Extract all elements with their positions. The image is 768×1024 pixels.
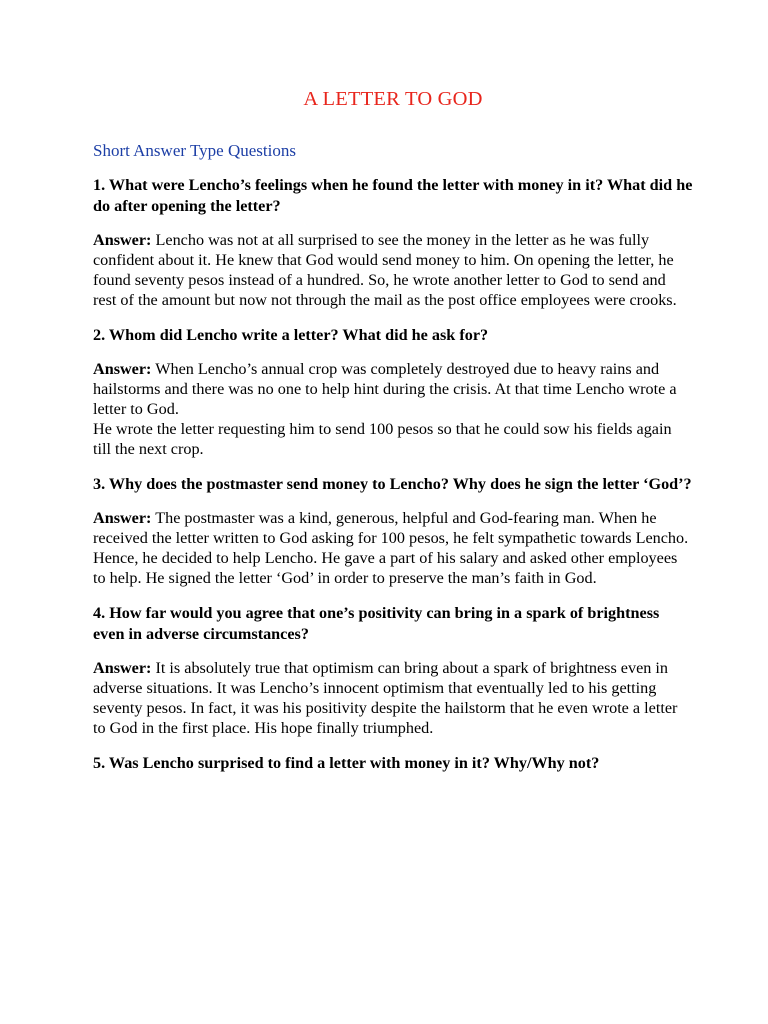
question-4: 4. How far would you agree that one’s positivity can bring in a spark of brightness even in adverse circumstances? (93, 604, 660, 643)
answer-label: Answer: (93, 231, 152, 249)
qa-item-2 (93, 325, 693, 459)
question-2: 2. Whom did Lencho write a letter? What did he ask for? (93, 326, 489, 344)
answer-2-paragraph-1 (93, 359, 693, 419)
answer-4 (93, 658, 693, 738)
qa-item-5 (93, 753, 693, 774)
section-heading: Short Answer Type Questions (93, 141, 296, 160)
answer-label: Answer: (93, 659, 152, 677)
answer-1 (93, 230, 693, 310)
answer-3-text: The postmaster was a kind, generous, helpful and God-fearing man. When he received the letter written to God asking for 100 pesos, he felt sympathetic towards Lencho. Hence, he decided to help Lencho. He gave a part of his salary and asked other employees to help. He signed the letter ‘God’ in order to preserve the man’s faith in God. (93, 509, 689, 587)
answer-1-paragraph-1 (93, 230, 693, 310)
qa-item-1 (93, 175, 693, 310)
document-title: A LETTER TO GOD (303, 88, 483, 110)
answer-3-paragraph-1 (93, 508, 693, 588)
qa-item-3 (93, 474, 693, 588)
answer-4-paragraph-1 (93, 658, 693, 738)
question-3: 3. Why does the postmaster send money to Lencho? Why does he sign the letter ‘God’? (93, 475, 692, 493)
question-5: 5. Was Lencho surprised to find a letter with money in it? Why/Why not? (93, 754, 600, 772)
answer-3 (93, 508, 693, 588)
answer-1-text: Lencho was not at all surprised to see the money in the letter as he was fully confident about it. He knew that God would send money to him. On opening the letter, he found seventy pesos instead of a hundred. So, he wrote another letter to God to send and rest of the amount but now not through the mail as the post office employees were crooks. (93, 231, 677, 309)
qa-item-4 (93, 603, 693, 738)
question-1: 1. What were Lencho’s feelings when he found the letter with money in it? What did he do after opening the letter? (93, 176, 693, 215)
answer-4-text: It is absolutely true that optimism can bring about a spark of brightness even in adverse situations. It was Lencho’s innocent optimism that eventually led to his getting seventy pesos. In fact, it was his positivity despite the hailstorm that he even wrote a letter to God in the first place. His hope finally triumphed. (93, 659, 678, 737)
answer-label: Answer: (93, 509, 152, 527)
answer-label: Answer: (93, 360, 152, 378)
answer-2 (93, 359, 693, 459)
answer-2-paragraph-2: He wrote the letter requesting him to send 100 pesos so that he could sow his fields again till the next crop. (93, 420, 672, 458)
answer-2-text-1: When Lencho’s annual crop was completely destroyed due to heavy rains and hailstorms and there was no one to help hint during the crisis. At that time Lencho wrote a letter to God. (93, 360, 677, 418)
document-page (93, 88, 693, 787)
